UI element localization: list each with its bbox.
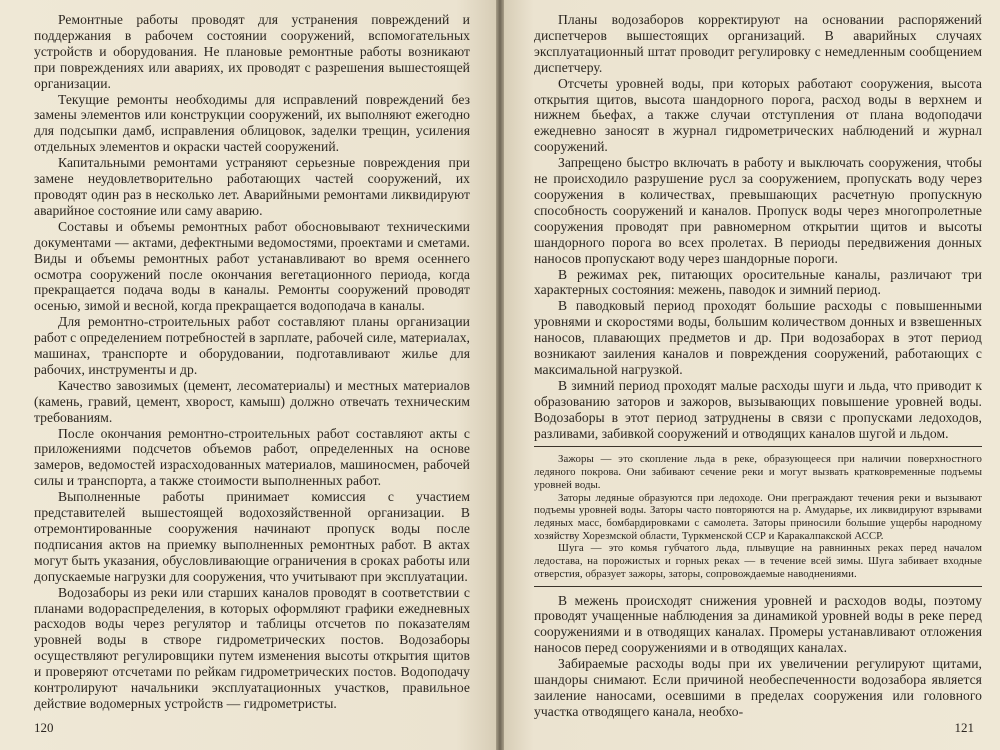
paragraph: Ремонтные работы проводят для устранения повреждений и поддержания в рабочем состоянии сооружений, вспомогательных устройств и оборудования. Не плановые ремонтные работы возникают при повреждениях или авариях, их проводят с разрешения вышестоящей организации.: [34, 12, 470, 91]
right-page: [504, 0, 1000, 750]
footnote: Зажоры — это скопление льда в реке, образующееся при наличии поверхностного ледяного покрова. Они забивают сечение реки и могут вызвать кратковременные подъемы уровней воды.: [534, 453, 982, 491]
paragraph: Качество завозимых (цемент, лесоматериалы) и местных материалов (камень, гравий, цемент, хворост, камыш) должно отвечать техническим требованиям.: [34, 377, 470, 425]
paragraph: После окончания ремонтно-строительных работ составляют акты с приложениями подсчетов объемов работ, определенных на основе замеров, ведомостей израсходованных материалов, машиносмен, рабочей силы и транспорта, а также стоимости выполненных работ.: [34, 425, 470, 489]
paragraph: В паводковый период проходят большие расходы с повышенными уровнями и скоростями воды, большим количеством донных и взвешенных наносов, плавающих предметов и др. При водозаборах в этот период возникают заиления каналов и повреждения сооружений, работающих с максимальной нагрузкой.: [534, 298, 982, 377]
paragraph: Капитальными ремонтами устраняют серьезные повреждения при замене неудовлетворительно работающих частей сооружений, их проводят один раз в несколько лет. Аварийными ремонтами ликвидируют аварийное состояние или саму аварию.: [34, 155, 470, 218]
paragraph: Планы водозаборов корректируют на основании распоряжений диспетчеров вышестоящих организаций. В аварийных случаях эксплуатационный штат проводит регулировку с немедленным сообщением диспетчеру.: [534, 12, 982, 75]
page-number-right: 121: [954, 720, 974, 735]
page-number-left: 120: [34, 720, 54, 735]
footnote-divider: [534, 586, 982, 587]
paragraph: Выполненные работы принимает комиссия с участием представителей вышестоящей водохозяйственной организации. В отремонтированные сооружения начинают пропуск воды после подписания актов на приемку выполненных ремонтных работ. В актах могут быть указания, обусловливающие ограничения в сроках работы или допускаемые нагрузки для сооружения, что учитывают при эксплуатации.: [34, 489, 470, 584]
paragraph: В межень происходят снижения уровней и расходов воды, поэтому проводят учащенные наблюдения за динамикой уровней воды в реке перед сооружениями и в отводящих каналах. Промеры устанавливают отложения наносов перед сооружениями и в отводящих каналах.: [534, 592, 982, 656]
book-gutter: [496, 0, 504, 750]
left-page: [0, 0, 496, 750]
paragraph: Составы и объемы ремонтных работ обосновывают техническими документами — актами, дефектными ведомостями, проектами и сметами. Виды и объемы ремонтных работ устанавливают во время осеннего осмотра сооружений после окончания вегетационного периода, когда прекращается подача воды в каналы. Ремонты сооружений проводят осенью, зимой и весной, когда прекращается водоподача в каналы.: [34, 218, 470, 314]
paragraph: Текущие ремонты необходимы для исправлений повреждений без замены элементов или конструкции сооружений, их выполняют ежегодно для подсыпки дамб, исправления облицовок, заделки трещин, усиления отдельных элементов и окраски частей сооружений.: [34, 91, 470, 155]
paragraph: Водозаборы из реки или старших каналов проводят в соответствии с планами водораспределения, в которых оформляют графики ежедневных расходов воды через регулятор и таблицы отсчетов по показателям уровней воды в створе гидрометрических постов. Водозаборы осуществляют регулировщики путем изменения высоты открытия щитов и проверяют отсчетами по рейкам гидрометрических постов. Водоподачу контролируют начальники эксплуатационных участков, правильное действие водомерных устройств — гидрометристы.: [34, 584, 470, 711]
paragraph: В режимах рек, питающих оросительные каналы, различают три характерных состояния: межень, паводок и зимний период.: [534, 266, 982, 298]
footnote: Шуга — это комья губчатого льда, плывущие на равнинных реках перед началом ледостава, на порожистых и горных реках — в течение всей зимы. Шуга забивает входные отверстия, образует зажоры, заторы, сопровождаемые наводнениями.: [534, 542, 982, 580]
paragraph: Отсчеты уровней воды, при которых работают сооружения, высота открытия щитов, высота шандорного порога, расход воды в верхнем и нижнем бьефах, а также случаи отступления от плана водоподачи ежедневно заносят в журнал гидрометрических наблюдений и журнал сооружений.: [534, 75, 982, 155]
footnote-divider: [534, 446, 982, 447]
paragraph: Для ремонтно-строительных работ составляют планы организации работ с определением потребностей в зарплате, рабочей силе, материалах, машинах, транспорте и оборудовании, подготавливают жилье для рабочих, инструменты и др.: [34, 314, 470, 377]
paragraph: Забираемые расходы воды при их увеличении регулируют щитами, шандоры снимают. Если причиной необеспеченности водозабора является заиление наносами, осевшими в пределах сооружения или головного участка отводящего канала, необхо-: [534, 656, 982, 719]
footnote: Заторы ледяные образуются при ледоходе. Они преграждают течения реки и вызывают подъемы уровней воды. Заторы часто повторяются на р. Амударье, их ликвидируют взрывами ледяных масс, бомбардировками с самолета. Заторы приносили большие ущербы народному хозяйству Хорезмской области, Туркменской ССР и Каракалпакской АССР.: [534, 491, 982, 542]
paragraph: В зимний период проходят малые расходы шуги и льда, что приводит к образованию заторов и зажоров, вызывающих повышение уровней воды. Водозаборы в этот период затруднены в связи с пропусками ледоходов, разливами, забивкой сооружений и отводящих каналов шугой и льдом.: [534, 377, 982, 441]
paragraph: Запрещено быстро включать в работу и выключать сооружения, чтобы не происходило разрушение русл за сооружением, пропускать воду через сооружения в количествах, превышающих расчетную пропускную способность сооружений и каналов. Пропуск воды через многопролетные сооружения проводят при равномерном открытии щитов и высоты шандорного порога во всех пролетах. В периоды передвижения донных наносов пропускают воду через шандорные пороги.: [534, 155, 982, 266]
